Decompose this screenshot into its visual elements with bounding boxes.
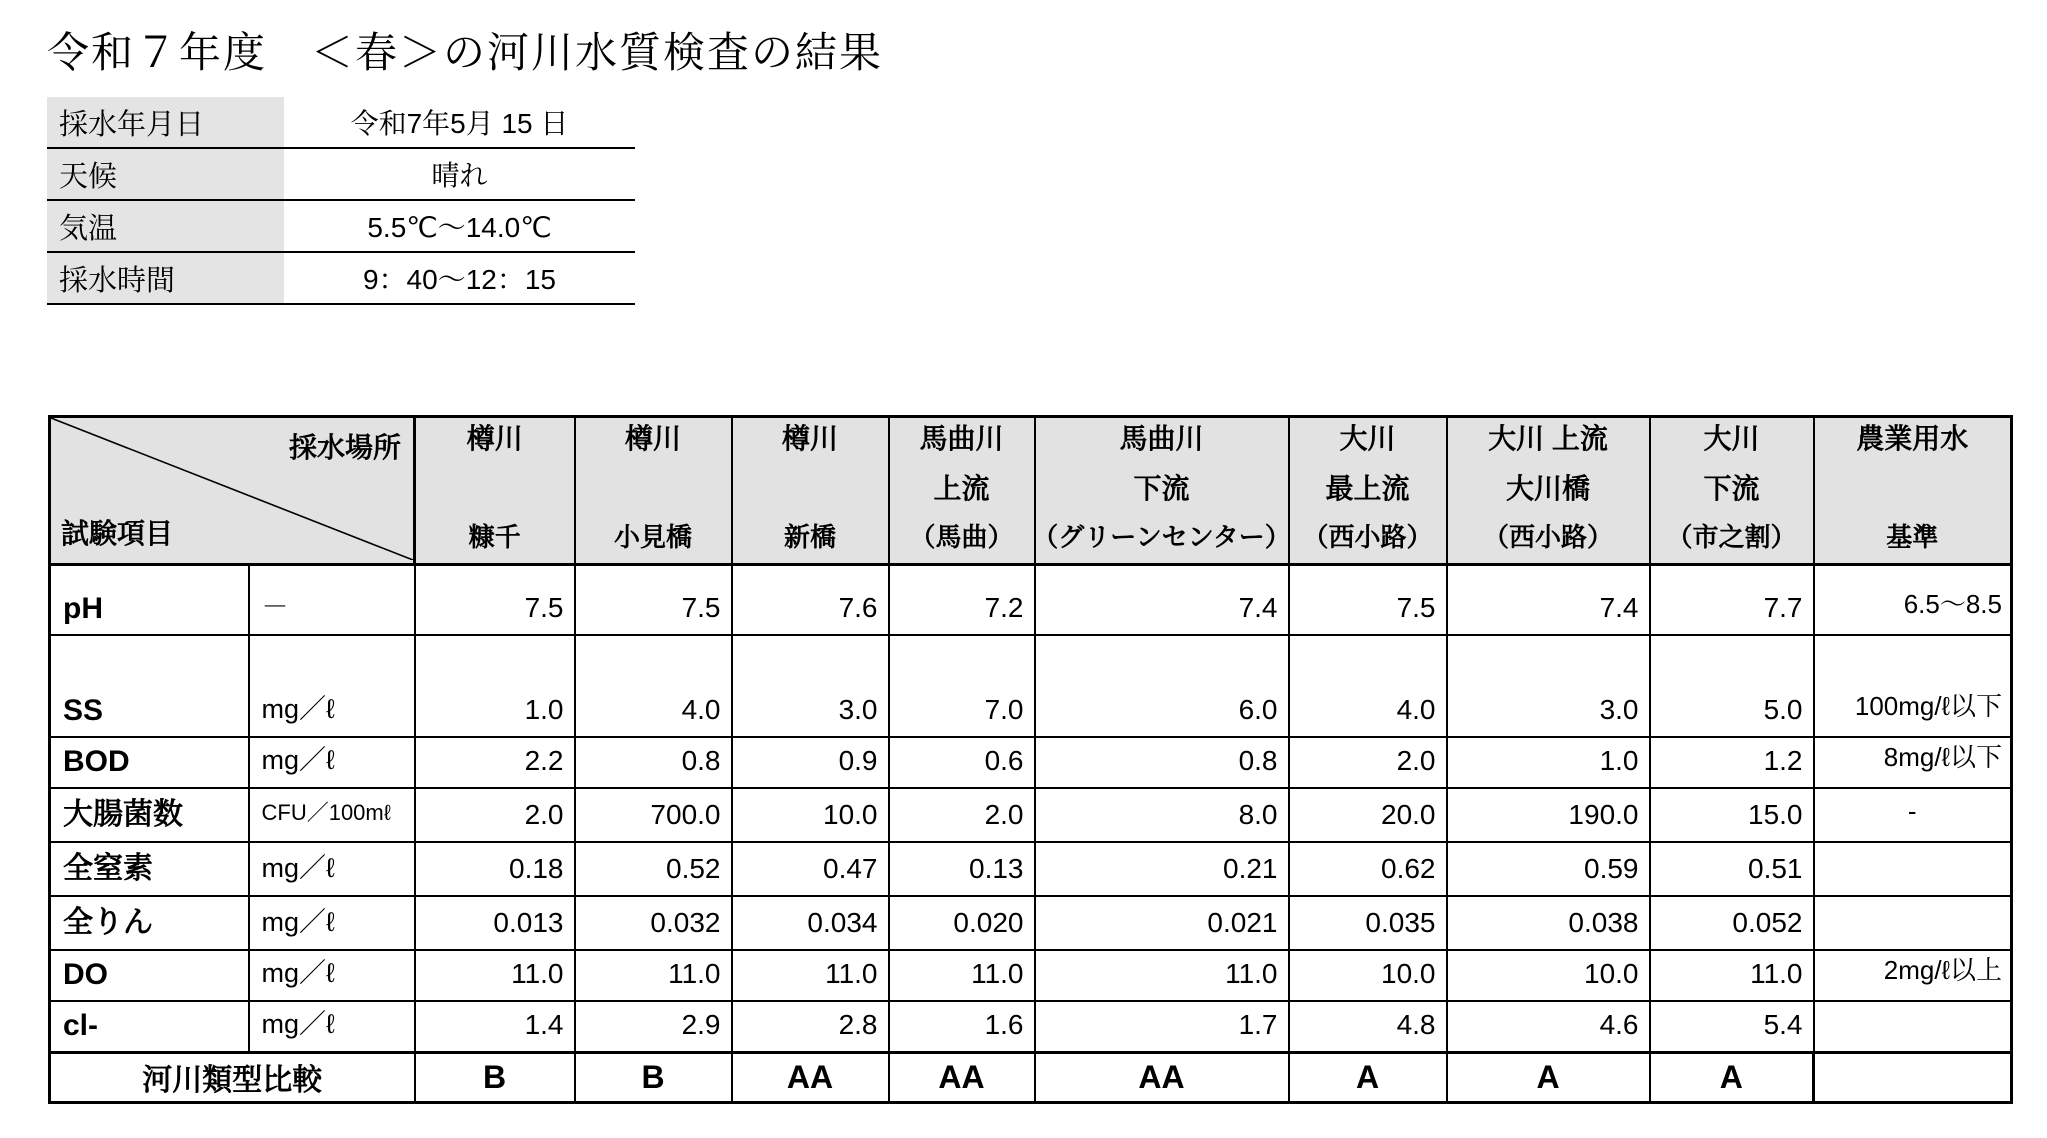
info-row-time: [47, 253, 635, 305]
unit-cell: mg／ℓ: [249, 1001, 415, 1053]
value-cell: 2.2: [415, 737, 575, 788]
value-cell: 0.9: [732, 737, 889, 788]
river-name: 大川: [1339, 423, 1396, 454]
value-cell: 700.0: [575, 788, 732, 842]
river-name: 大川 上流: [1488, 423, 1608, 454]
standard-cell: -: [1814, 788, 2012, 842]
unit-cell: mg／ℓ: [249, 842, 415, 896]
value-cell: 0.052: [1650, 896, 1814, 950]
river-type-cell: A: [1650, 1052, 1814, 1102]
info-row-temperature: [47, 201, 635, 253]
table-row-cl: [50, 1001, 2012, 1053]
table-row-ph: [50, 565, 2012, 635]
sampling-info-table: [47, 97, 635, 305]
page-title: 令和７年度 ＜春＞の河川水質検査の結果: [47, 31, 884, 77]
info-row-date: [47, 97, 635, 149]
value-cell: 190.0: [1447, 788, 1650, 842]
item-cell: DO: [50, 950, 249, 1001]
value-cell: 4.8: [1289, 1001, 1447, 1053]
corner-cell-inner: [51, 418, 413, 560]
value-cell: 2.8: [732, 1001, 889, 1053]
header-cell-location: [732, 417, 889, 565]
value-cell: 0.47: [732, 842, 889, 896]
value-cell: 11.0: [415, 950, 575, 1001]
site-name: 小見橋: [613, 522, 692, 553]
value-cell: 1.4: [415, 1001, 575, 1053]
value-cell: 0.52: [575, 842, 732, 896]
value-cell: 1.2: [1650, 737, 1814, 788]
header-cell-location: [415, 417, 575, 565]
value-cell: 0.18: [415, 842, 575, 896]
header-cell-location: [889, 417, 1035, 565]
standard-cell: [1814, 896, 2012, 950]
info-value: 晴れ: [431, 160, 488, 191]
standard-cell: 8mg/ℓ以下: [1814, 737, 2012, 788]
value-cell: 0.51: [1650, 842, 1814, 896]
value-cell: 0.034: [732, 896, 889, 950]
value-cell: 0.013: [415, 896, 575, 950]
value-cell: 2.0: [415, 788, 575, 842]
site-name: （市之割）: [1666, 522, 1797, 553]
header-cell-location: [575, 417, 732, 565]
river-name: 樽川: [466, 423, 523, 454]
river-name: 馬曲川: [919, 423, 1004, 454]
river-name: 馬曲川: [1119, 423, 1204, 454]
value-cell: 0.59: [1447, 842, 1650, 896]
river-name: 樽川: [781, 423, 838, 454]
river-section: 大川橋: [1505, 472, 1590, 504]
value-cell: 1.0: [415, 635, 575, 737]
site-name: （西小路）: [1482, 522, 1613, 553]
river-type-cell: A: [1447, 1052, 1650, 1102]
value-cell: 5.4: [1650, 1001, 1814, 1053]
table-row-ss: [50, 635, 2012, 737]
standard-cell: 100mg/ℓ以下: [1814, 635, 2012, 737]
river-type-cell: AA: [732, 1052, 889, 1102]
value-cell: 0.021: [1035, 896, 1289, 950]
corner-top-right-label: 採水場所: [288, 432, 401, 463]
value-cell: 11.0: [1035, 950, 1289, 1001]
value-cell: 2.0: [1289, 737, 1447, 788]
value-cell: 2.0: [889, 788, 1035, 842]
value-cell: 10.0: [1289, 950, 1447, 1001]
info-label: 天候: [47, 149, 284, 199]
info-value: 5.5℃～14.0℃: [367, 212, 552, 243]
value-cell: 2.9: [575, 1001, 732, 1053]
header-cell-location: [1289, 417, 1447, 565]
river-name: 樽川: [624, 423, 681, 454]
value-cell: 10.0: [1447, 950, 1650, 1001]
header-cell-location: [1650, 417, 1814, 565]
river-name: 大川: [1703, 423, 1760, 454]
value-cell: 11.0: [732, 950, 889, 1001]
value-cell: 10.0: [732, 788, 889, 842]
value-cell: 5.0: [1650, 635, 1814, 737]
value-cell: 0.032: [575, 896, 732, 950]
value-cell: 7.4: [1447, 565, 1650, 635]
unit-cell: mg／ℓ: [249, 950, 415, 1001]
unit-cell: mg／ℓ: [249, 635, 415, 737]
site-name: （西小路）: [1302, 522, 1433, 553]
header-row: [50, 417, 2012, 565]
value-cell: 0.038: [1447, 896, 1650, 950]
header-cell-standard: [1814, 417, 2012, 565]
table-row-bod: [50, 737, 2012, 788]
river-type-cell: A: [1289, 1052, 1447, 1102]
table-row-total-phosphorus: [50, 896, 2012, 950]
river-section: 最上流: [1325, 472, 1410, 504]
value-cell: 7.6: [732, 565, 889, 635]
value-cell: 7.5: [575, 565, 732, 635]
header-cell-location: [1447, 417, 1650, 565]
item-cell: SS: [50, 635, 249, 737]
value-cell: 0.020: [889, 896, 1035, 950]
value-cell: 20.0: [1289, 788, 1447, 842]
unit-cell: －: [249, 565, 415, 635]
value-cell: 7.5: [415, 565, 575, 635]
unit-cell: CFU／100mℓ: [249, 788, 415, 842]
value-cell: 0.21: [1035, 842, 1289, 896]
value-cell: 11.0: [889, 950, 1035, 1001]
info-row-weather: [47, 149, 635, 201]
value-cell: 7.2: [889, 565, 1035, 635]
standard-cell: 2mg/ℓ以上: [1814, 950, 2012, 1001]
site-name: 糠千: [468, 522, 521, 553]
footer-label: 河川類型比較: [50, 1052, 415, 1102]
river-type-cell: AA: [1035, 1052, 1289, 1102]
value-cell: 11.0: [1650, 950, 1814, 1001]
table-row-do: [50, 950, 2012, 1001]
site-name: （グリーンセンター）: [1032, 522, 1291, 553]
value-cell: 3.0: [732, 635, 889, 737]
value-cell: 0.8: [575, 737, 732, 788]
value-cell: 7.0: [889, 635, 1035, 737]
header-cell-location: [1032, 417, 1291, 565]
table-row-total-nitrogen: [50, 842, 2012, 896]
value-cell: 6.0: [1035, 635, 1289, 737]
item-cell: pH: [50, 565, 249, 635]
river-type-cell: B: [575, 1052, 732, 1102]
site-name: （馬曲）: [909, 522, 1014, 553]
value-cell: 7.7: [1650, 565, 1814, 635]
value-cell: 3.0: [1447, 635, 1650, 737]
item-cell: 大腸菌数: [50, 788, 249, 842]
site-name: 新橋: [783, 522, 836, 553]
value-cell: 1.6: [889, 1001, 1035, 1053]
info-value: 令和7年5月 15 日: [350, 108, 569, 139]
standard-header-line1: 農業用水: [1856, 423, 1969, 454]
unit-cell: mg／ℓ: [249, 737, 415, 788]
table-row-coliform: [50, 788, 2012, 842]
item-cell: BOD: [50, 737, 249, 788]
info-label: 採水時間: [47, 253, 284, 303]
value-cell: 15.0: [1650, 788, 1814, 842]
value-cell: 4.0: [1289, 635, 1447, 737]
unit-cell: mg／ℓ: [249, 896, 415, 950]
corner-cell: [50, 417, 415, 565]
results-table-wrap: [48, 415, 2013, 1104]
river-section: 下流: [1133, 472, 1190, 504]
value-cell: 8.0: [1035, 788, 1289, 842]
value-cell: 0.035: [1289, 896, 1447, 950]
river-type-cell: AA: [889, 1052, 1035, 1102]
info-value: 9：40～12：15: [362, 264, 556, 295]
value-cell: 1.7: [1035, 1001, 1289, 1053]
value-cell: 11.0: [575, 950, 732, 1001]
item-cell: 全窒素: [50, 842, 249, 896]
value-cell: 0.13: [889, 842, 1035, 896]
value-cell: 0.8: [1035, 737, 1289, 788]
standard-cell: [1814, 1001, 2012, 1053]
item-cell: 全りん: [50, 896, 249, 950]
river-section: 上流: [933, 472, 990, 504]
value-cell: 0.6: [889, 737, 1035, 788]
value-cell: 0.62: [1289, 842, 1447, 896]
table-row-river-type: [50, 1052, 2012, 1102]
value-cell: 7.5: [1289, 565, 1447, 635]
standard-header-line3: 基準: [1886, 522, 1939, 553]
standard-cell: [1814, 842, 2012, 896]
info-label: 採水年月日: [47, 97, 284, 147]
standard-cell: 6.5～8.5: [1814, 565, 2012, 635]
river-type-cell: B: [415, 1052, 575, 1102]
item-cell: cl-: [50, 1001, 249, 1053]
value-cell: 4.0: [575, 635, 732, 737]
info-label: 気温: [47, 201, 284, 251]
results-table: [48, 415, 2013, 1104]
river-section: 下流: [1703, 472, 1760, 504]
value-cell: 7.4: [1035, 565, 1289, 635]
corner-bottom-left-label: 試験項目: [61, 518, 174, 549]
value-cell: 4.6: [1447, 1001, 1650, 1053]
value-cell: 1.0: [1447, 737, 1650, 788]
